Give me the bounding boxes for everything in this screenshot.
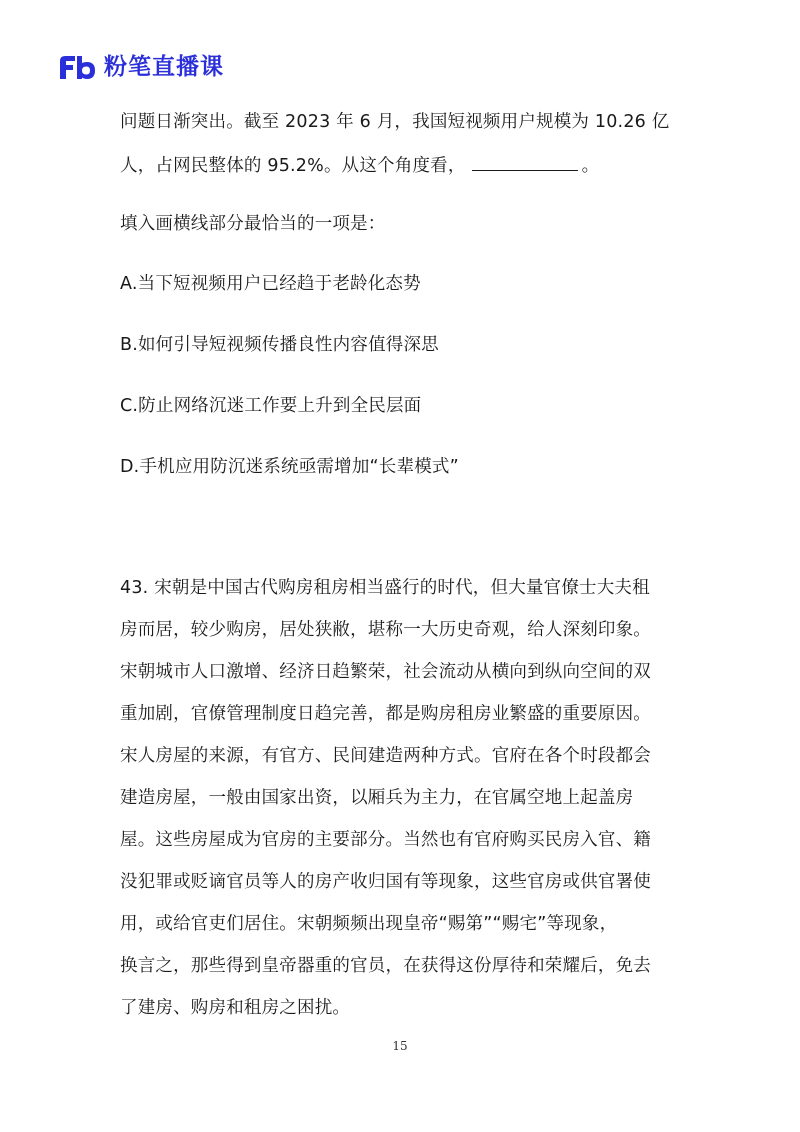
fb-logo-icon (58, 53, 98, 81)
q42-option-b: B.如何引导短视频传播良性内容值得深思 (120, 335, 439, 355)
q43-line-10: 换言之，那些得到皇帝器重的官员，在获得这份厚待和荣耀后，免去 (120, 956, 651, 976)
q43-line-9: 用，或给官吏们居住。宋朝频频出现皇帝“赐第”“赐宅”等现象， (120, 914, 618, 934)
q43-line-1: 43. 宋朝是中国古代购房租房相当盛行的时代，但大量官僚士大夫租 (120, 578, 650, 598)
q43-line-3: 宋朝城市人口激增、经济日趋繁荣，社会流动从横向到纵向空间的双 (120, 662, 651, 682)
q43-line-2: 房而居，较少购房，居处狭敝，堪称一大历史奇观，给人深刻印象。 (120, 620, 651, 640)
q43-line-11: 了建房、购房和租房之困扰。 (120, 998, 351, 1018)
page-number: 15 (392, 1039, 408, 1053)
brand-header (58, 50, 224, 84)
q42-stem-line-1: 问题日渐突出。截至 2023 年 6 月，我国短视频用户规模为 10.26 亿 (120, 112, 670, 132)
q42-stem-line-2-prefix: 人，占网民整体的 95.2%。从这个角度看， (120, 156, 466, 176)
q43-line-4: 重加剧，官僚管理制度日趋完善，都是购房租房业繁盛的重要原因。 (120, 704, 651, 724)
q43-line-8: 没犯罪或贬谪官员等人的房产收归国有等现象，这些官房或供官署使 (120, 872, 651, 892)
brand-name: 粉笔直播课 (104, 54, 224, 80)
q43-line-5: 宋人房屋的来源，有官方、民间建造两种方式。官府在各个时段都会 (120, 746, 651, 766)
q42-prompt: 填入画横线部分最恰当的一项是： (120, 214, 386, 234)
q42-option-a: A.当下短视频用户已经趋于老龄化态势 (120, 274, 421, 294)
q42-option-c: C.防止网络沉迷工作要上升到全民层面 (120, 396, 422, 416)
q42-option-d: D.手机应用防沉迷系统亟需增加“长辈模式” (120, 457, 459, 477)
q42-stem-line-2-suffix: 。 (581, 156, 600, 176)
answer-blank (472, 152, 578, 171)
q42-stem-line-2 (120, 152, 599, 178)
q43-line-6: 建造房屋，一般由国家出资，以厢兵为主力，在官属空地上起盖房 (120, 788, 634, 808)
q43-line-7: 屋。这些房屋成为官房的主要部分。当然也有官府购买民房入官、籍 (120, 830, 651, 850)
